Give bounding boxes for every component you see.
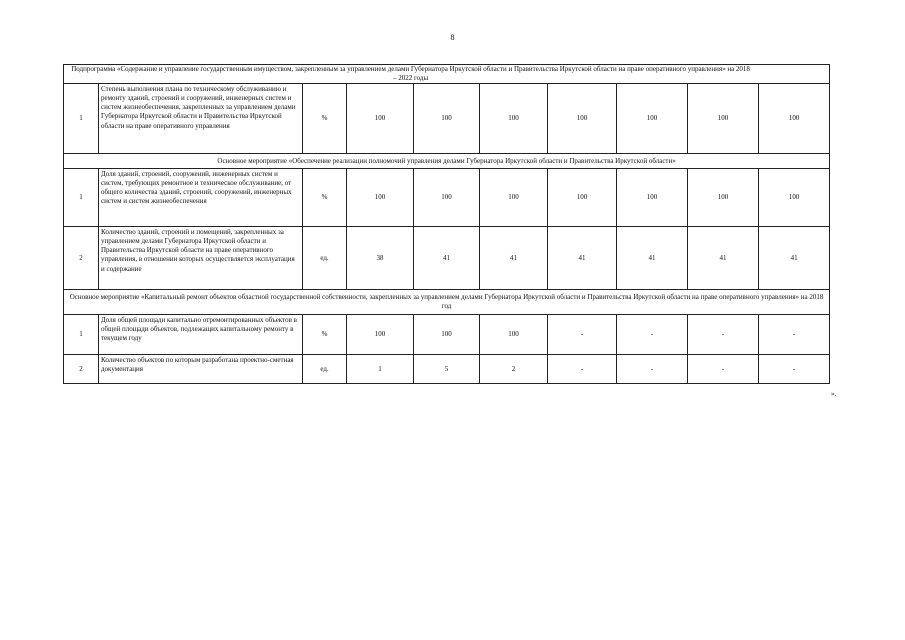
section-title-row [64, 290, 830, 315]
indicator-value: 2 [480, 355, 548, 384]
indicator-value: 100 [414, 169, 480, 227]
unit-of-measure: % [303, 315, 347, 355]
table-body [64, 65, 830, 384]
indicator-value: - [617, 315, 688, 355]
indicator-value: 100 [480, 315, 548, 355]
row-number: 2 [64, 355, 99, 384]
indicator-name: Доля общей площади капитально отремонтированных объектов в общей площади объектов, подлежащих капитальному ремонту в текущем году [99, 315, 303, 355]
indicator-value: 38 [347, 227, 414, 290]
indicator-value: 5 [414, 355, 480, 384]
indicator-value: 41 [759, 227, 830, 290]
indicator-value: 100 [548, 169, 617, 227]
indicator-value: - [617, 355, 688, 384]
row-number: 1 [64, 315, 99, 355]
indicator-value: 41 [480, 227, 548, 290]
page-number: 8 [450, 33, 455, 42]
indicator-value: - [688, 315, 759, 355]
row-number: 2 [64, 227, 99, 290]
indicator-value: 100 [347, 315, 414, 355]
indicator-value: - [548, 355, 617, 384]
table-row [64, 315, 830, 355]
indicator-name: Степень выполнения плана по техническому обслуживанию и ремонту зданий, строений и сооружений, инженерных систем и систем жизнеобеспечения, закрепленных за управлением делами Губернатора Иркутской области и Правительства Иркутской области на праве оперативного управления [99, 84, 303, 154]
table-row [64, 227, 830, 290]
indicator-value: 100 [688, 169, 759, 227]
unit-of-measure: ед. [303, 355, 347, 384]
table-row [64, 355, 830, 384]
section-title-row [64, 65, 830, 84]
indicators-table [63, 64, 830, 384]
row-number: 1 [64, 169, 99, 227]
indicator-value: 100 [480, 169, 548, 227]
closing-quote-mark: ». [831, 390, 837, 398]
indicator-value: 1 [347, 355, 414, 384]
indicator-value: 100 [759, 84, 830, 154]
indicator-value: 41 [617, 227, 688, 290]
unit-of-measure: ед. [303, 227, 347, 290]
indicator-name: Количество зданий, строений и помещений, закрепленных за управлением делами Губернатора Иркутской области и Правительства Иркутской области на праве оперативного управления, в отношении которых осуществляется эксплуатация и содержание [99, 227, 303, 290]
indicator-value: 100 [347, 169, 414, 227]
indicator-value: 41 [414, 227, 480, 290]
indicator-value: 100 [548, 84, 617, 154]
indicator-name: Количество объектов по которым разработана проектно-сметная документация [99, 355, 303, 384]
indicator-value: 41 [548, 227, 617, 290]
indicator-value: 100 [414, 315, 480, 355]
table-row [64, 84, 830, 154]
indicator-value: - [759, 315, 830, 355]
unit-of-measure: % [303, 169, 347, 227]
unit-of-measure: % [303, 84, 347, 154]
section-title: Основное мероприятие «Капитальный ремонт объектов областной государственной собственности, закрепленных за управлением делами Губернатора Иркутской области и Правительства Иркутской области на праве оперативного управления» на 2018 год [64, 290, 830, 315]
table-row [64, 169, 830, 227]
row-number: 1 [64, 84, 99, 154]
indicator-value: 41 [688, 227, 759, 290]
indicator-value: 100 [347, 84, 414, 154]
indicator-value: 100 [759, 169, 830, 227]
section-title-row [64, 154, 830, 169]
indicator-value: 100 [688, 84, 759, 154]
section-title: Подпрограмма «Содержание и управление государственным имуществом, закрепленным за управлением делами Губернатора Иркутской области и Правительства Иркутской области на праве оперативного управления» на 2018 – 2022 годы [64, 65, 830, 84]
indicator-value: - [759, 355, 830, 384]
indicator-value: - [688, 355, 759, 384]
indicator-value: 100 [617, 84, 688, 154]
indicator-value: - [548, 315, 617, 355]
indicator-value: 100 [480, 84, 548, 154]
indicator-value: 100 [414, 84, 480, 154]
indicator-name: Доля зданий, строений, сооружений, инженерных систем и систем, требующих ремонтное и техническое обслуживание, от общего количества зданий, строений, сооружений, инженерных систем и систем жизнеобеспечения [99, 169, 303, 227]
indicator-value: 100 [617, 169, 688, 227]
section-title: Основное мероприятие «Обеспечение реализации полномочий управления делами Губернатора Иркутской области и Правительства Иркутской области» [64, 154, 830, 169]
